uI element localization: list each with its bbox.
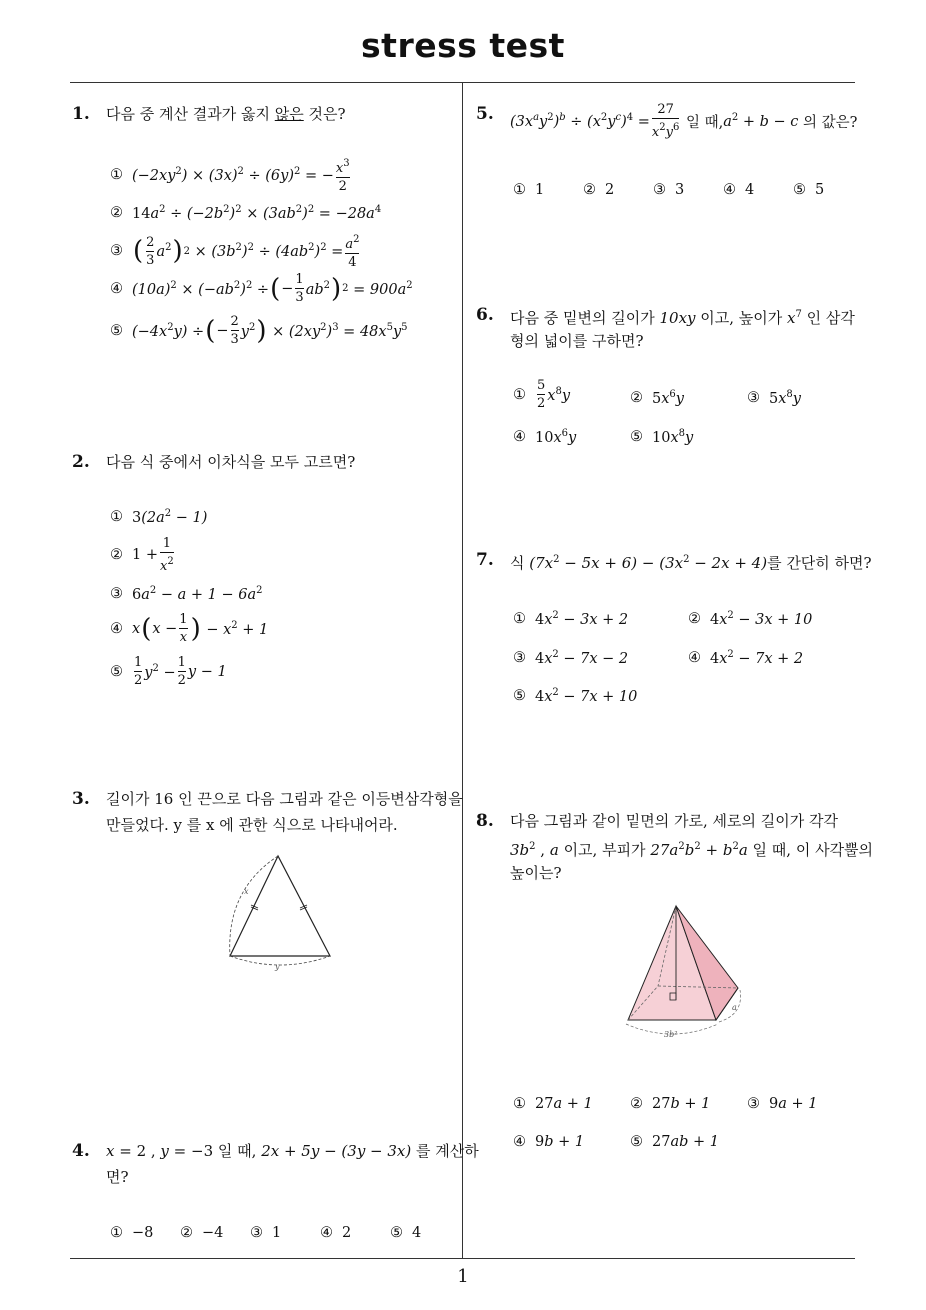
choice-marker: ① [513,386,526,403]
problem-1-choice-1[interactable]: ① $(-2xy^2) \times (3x)^2 \div (6y)^2$ = − $x^3$ 2 [110,158,350,194]
choice-marker: ④ [110,280,123,297]
problem-2-choice-1[interactable]: ① $3(2a^2 - 1)$ [110,508,208,526]
choice-marker: ② [688,611,701,627]
problem-8-line-3: 높이는? [510,864,562,882]
problem-6-line-1: 다음 중 밑변의 길이가 10xy 이고, 높이가 $x^7$ 인 삼각 [510,309,855,327]
problem-8-line-1: 다음 그림과 같이 밑면의 가로, 세로의 길이가 각각 [510,812,838,830]
problem-2-choice-5[interactable]: ⑤ 1 2 $y^2$ − 1 2 y − 1 [110,655,227,688]
problem-6-line-2: 형의 넓이를 구하면? [510,332,644,350]
figure-label-a: a [732,1003,737,1012]
problem-8-choice-3[interactable]: ③ 9a + 1 [747,1096,818,1112]
choice-marker: ④ [110,620,123,637]
choice-marker: ④ [320,1225,333,1241]
choice-marker: ③ [513,650,526,666]
problem-8-choice-5[interactable]: ⑤ 27ab + 1 [630,1134,719,1150]
problem-7-number: 7. [476,550,494,570]
problem-4-choice-1[interactable]: ① −8 [110,1225,154,1241]
choice-marker: ⑤ [630,1134,643,1150]
figure-label-3b2: 3b² [664,1030,678,1039]
choice-marker: ③ [110,586,123,602]
choice-marker: ② [630,1096,643,1112]
choice-marker: ② [110,205,123,221]
problem-1-choice-4[interactable]: ④ $(10a)^2 \times (-ab^2)^2$ ÷ ( − 1 3 $ab^2$ ) 2 = $900a^2$ [110,272,413,305]
choice-marker: ⑤ [513,688,526,704]
choice-marker: ① [513,1096,526,1112]
problem-4-number: 4. [72,1141,90,1161]
problem-5-choice-3[interactable]: ③ 3 [653,182,685,198]
problem-2-choice-3[interactable]: ③ $6a^2 - a + 1 - 6a^2$ [110,585,263,603]
problem-6-choice-4[interactable]: ④ $10x^6y$ [513,428,577,446]
problem-4-choice-2[interactable]: ② −4 [180,1225,224,1241]
problem-6-choice-5[interactable]: ⑤ $10x^8y$ [630,428,694,446]
choice-marker: ③ [747,390,760,406]
choice-marker: ② [180,1225,193,1241]
choice-marker: ② [630,390,643,406]
problem-1-choice-5[interactable]: ⑤ $(-4x^2y)$ ÷ ( − 2 3 $y^2$ ) × $(2xy^2)^3 = 48x^5y^5$ [110,314,408,347]
problem-5-choice-5[interactable]: ⑤ 5 [793,182,825,198]
problem-1-question: 다음 중 계산 결과가 옳지 않은 것은? [106,105,346,123]
problem-2-choice-2[interactable]: ② 1 + 1 $x^2$ [110,536,174,574]
page-number: 1 [457,1266,469,1287]
problem-3-number: 3. [72,789,90,809]
problem-6-choice-2[interactable]: ② $5x^6y$ [630,389,684,407]
problem-2-number: 2. [72,452,90,472]
problem-1-choice-3[interactable]: ③ ( 2 3 $a^2$ ) 2 × $(3b^2)^2 \div (4ab^2)^2$ = $a^2$ 4 [110,234,360,270]
problem-7-choice-2[interactable]: ② $4x^2 - 3x + 10$ [688,610,813,628]
problem-6-number: 6. [476,305,494,325]
problem-7-choice-4[interactable]: ④ $4x^2 - 7x + 2$ [688,649,804,667]
choice-marker: ① [110,1225,123,1241]
problem-5-choice-4[interactable]: ④ 4 [723,182,755,198]
problem-7-choice-1[interactable]: ① $4x^2 - 3x + 2$ [513,610,629,628]
problem-8-choice-2[interactable]: ② 27b + 1 [630,1096,711,1112]
problem-4-line-2: 면? [106,1168,129,1186]
problem-5-choice-1[interactable]: ① 1 [513,182,545,198]
choice-marker: ③ [653,182,666,198]
problem-2-question: 다음 식 중에서 이차식을 모두 고르면? [106,453,356,471]
footer-rule [70,1258,855,1259]
problem-3-line-1: 길이가 16 인 끈으로 다음 그림과 같은 이등변삼각형을 [106,790,463,808]
problem-5-choice-2[interactable]: ② 2 [583,182,615,198]
choice-marker: ⑤ [630,429,643,445]
problem-8-choice-1[interactable]: ① 27a + 1 [513,1096,593,1112]
problem-6-choice-3[interactable]: ③ $5x^8y$ [747,389,801,407]
problem-3-line-2: 만들었다. y 를 x 에 관한 식으로 나타내어라. [106,816,398,834]
choice-marker: ① [513,611,526,627]
choice-marker: ④ [513,429,526,445]
problem-8-line-2: $3b^2$ , a 이고, 부피가 $27a^2b^2 + b^2a$ 일 때, 이 사각뿔의 [510,841,874,859]
problem-4-choice-4[interactable]: ④ 2 [320,1225,352,1241]
problem-6-choice-1[interactable]: ① 5 2 $x^8y$ [513,378,571,411]
figure-label-x: x [244,887,249,896]
problem-4-choice-5[interactable]: ⑤ 4 [390,1225,422,1241]
page-title: stress test [361,26,565,65]
problem-8-choice-4[interactable]: ④ 9b + 1 [513,1134,585,1150]
choice-marker: ⑤ [793,182,806,198]
square-pyramid-figure [618,900,758,1045]
figure-label-y: y [275,962,280,971]
problem-7-choice-3[interactable]: ③ $4x^2 - 7x - 2$ [513,649,629,667]
choice-marker: ③ [747,1096,760,1112]
problem-1-choice-2[interactable]: ② $14a^2 \div (-2b^2)^2 \times (3ab^2)^2 = -28a^4$ [110,204,382,222]
choice-marker: ⑤ [390,1225,403,1241]
problem-7-choice-5[interactable]: ⑤ $4x^2 - 7x + 10$ [513,687,638,705]
problem-5-number: 5. [476,104,494,124]
choice-marker: ② [583,182,596,198]
choice-marker: ③ [250,1225,263,1241]
choice-marker: ④ [513,1134,526,1150]
choice-marker: ① [110,509,123,525]
problem-8-number: 8. [476,811,494,831]
choice-marker: ⑤ [110,322,123,339]
isosceles-triangle-figure [222,850,342,974]
problem-1-number: 1. [72,104,90,124]
problem-7-question: 식 $(7x^2 - 5x + 6) - (3x^2 - 2x + 4)$를 간단히 하면? [510,554,872,572]
choice-marker: ① [110,167,123,183]
choice-marker: ⑤ [110,663,123,680]
choice-marker: ③ [110,243,123,259]
problem-5-question: $(3x^ay^2)^b \div (x^2y^c)^4$ = 27 $x^2y^6$ 일 때, $a^2 + b - c$ 의 값은? [510,102,858,140]
column-divider [462,83,463,1259]
choice-marker: ① [513,182,526,198]
choice-marker: ④ [723,182,736,198]
choice-marker: ② [110,547,123,563]
problem-4-line-1: x = 2 , y = −3 일 때, 2x + 5y − (3y − 3x) 를 계산하 [106,1142,479,1160]
choice-marker: ④ [688,650,701,666]
problem-4-choice-3[interactable]: ③ 1 [250,1225,282,1241]
problem-2-choice-4[interactable]: ④ x ( x − 1 x ) − $x^2 + 1$ [110,612,269,645]
